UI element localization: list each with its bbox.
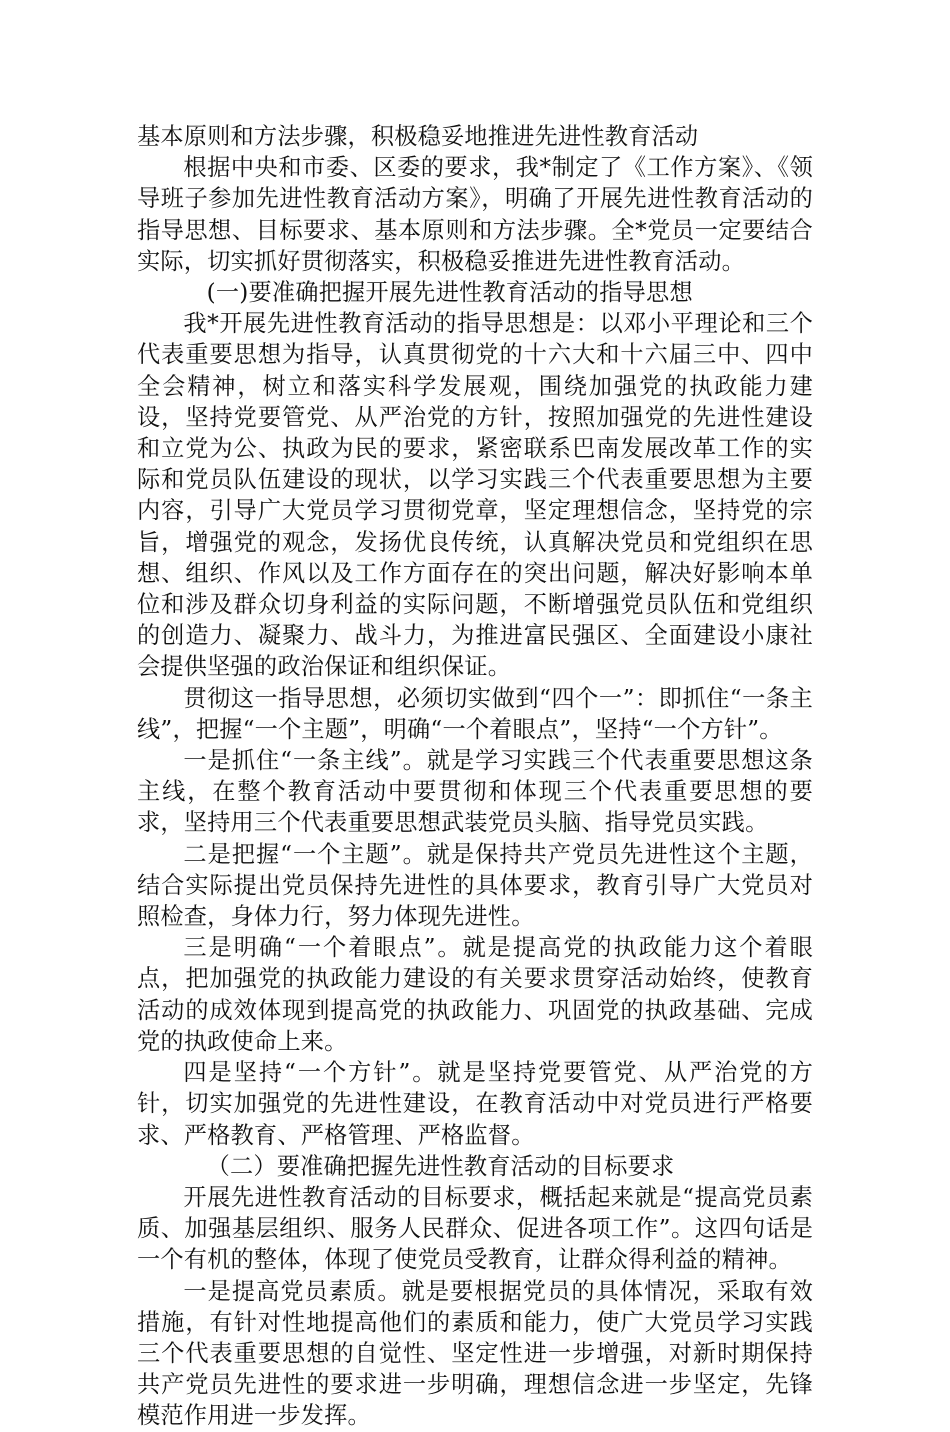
paragraph: 二是把握“一个主题”。就是保持共产党员先进性这个主题，结合实际提出党员保持先进性的具体要求，教育引导广大党员对照检查，身体力行，努力体现先进性。	[137, 840, 813, 931]
section-heading: (一)要准确把握开展先进性教育活动的指导思想	[206, 279, 693, 307]
paragraph: 开展先进性教育活动的目标要求，概括起来就是“提高党员素质、加强基层组织、服务人民群众、促进各项工作”。这四句话是一个有机的整体，体现了使党员受教育，让群众得利益的精神。	[137, 1183, 813, 1274]
paragraph: 根据中央和市委、区委的要求，我*制定了《工作方案》、《领导班子参加先进性教育活动方案》，明确了开展先进性教育活动的指导思想、目标要求、基本原则和方法步骤。全*党员一定要结合实际，切实抓好贯彻落实，积极稳妥推进先进性教育活动。	[137, 154, 813, 275]
paragraph: 贯彻这一指导思想，必须切实做到“四个一”：即抓住“一条主线”，把握“一个主题”，明确“一个着眼点”，坚持“一个方针”。	[137, 684, 813, 743]
paragraph: 四是坚持“一个方针”。就是坚持党要管党、从严治党的方针，切实加强党的先进性建设，在教育活动中对党员进行严格要求、严格教育、严格管理、严格监督。	[137, 1059, 813, 1149]
paragraph: 一是抓住“一条主线”。就是学习实践三个代表重要思想这条主线，在整个教育活动中要贯彻和体现三个代表重要思想的要求，坚持用三个代表重要思想武装党员头脑、指导党员实践。	[137, 747, 813, 837]
paragraph: 一是提高党员素质。就是要根据党员的具体情况，采取有效措施，有针对性地提高他们的素质和能力，使广大党员学习实践三个代表重要思想的自觉性、坚定性进一步增强，对新时期保持共产党员先进性的要求进一步明确，理想信念进一步坚定，先锋模范作用进一步发挥。	[137, 1277, 813, 1430]
paragraph: 我*开展先进性教育活动的指导思想是：以邓小平理论和三个代表重要思想为指导，认真贯彻党的十六大和十六届三中、四中全会精神，树立和落实科学发展观，围绕加强党的执政能力建设，坚持党要管党、从严治党的方针，按照加强党的先进性建设和立党为公、执政为民的要求，紧密联系巴南发展改革工作的实际和党员队伍建设的现状，以学习实践三个代表重要思想为主要内容，引导广大党员学习贯彻党章，坚定理想信念，坚持党的宗旨，增强党的观念，发扬优良传统，认真解决党员和党组织在思想、组织、作风以及工作方面存在的突出问题，解决好影响本单位和涉及群众切身利益的实际问题，不断增强党员队伍和党组织的创造力、凝聚力、战斗力，为推进富民强区、全面建设小康社会提供坚强的政治保证和组织保证。	[137, 310, 813, 681]
paragraph: 三是明确“一个着眼点”。就是提高党的执政能力这个着眼点，把加强党的执政能力建设的有关要求贯穿活动始终，使教育活动的成效体现到提高党的执政能力、巩固党的执政基础、完成党的执政使命上来。	[137, 934, 813, 1055]
document-page	[137, 121, 813, 1432]
section-heading: （二）要准确把握先进性教育活动的目标要求	[206, 1152, 675, 1180]
paragraph: 基本原则和方法步骤，积极稳妥地推进先进性教育活动	[137, 123, 699, 150]
